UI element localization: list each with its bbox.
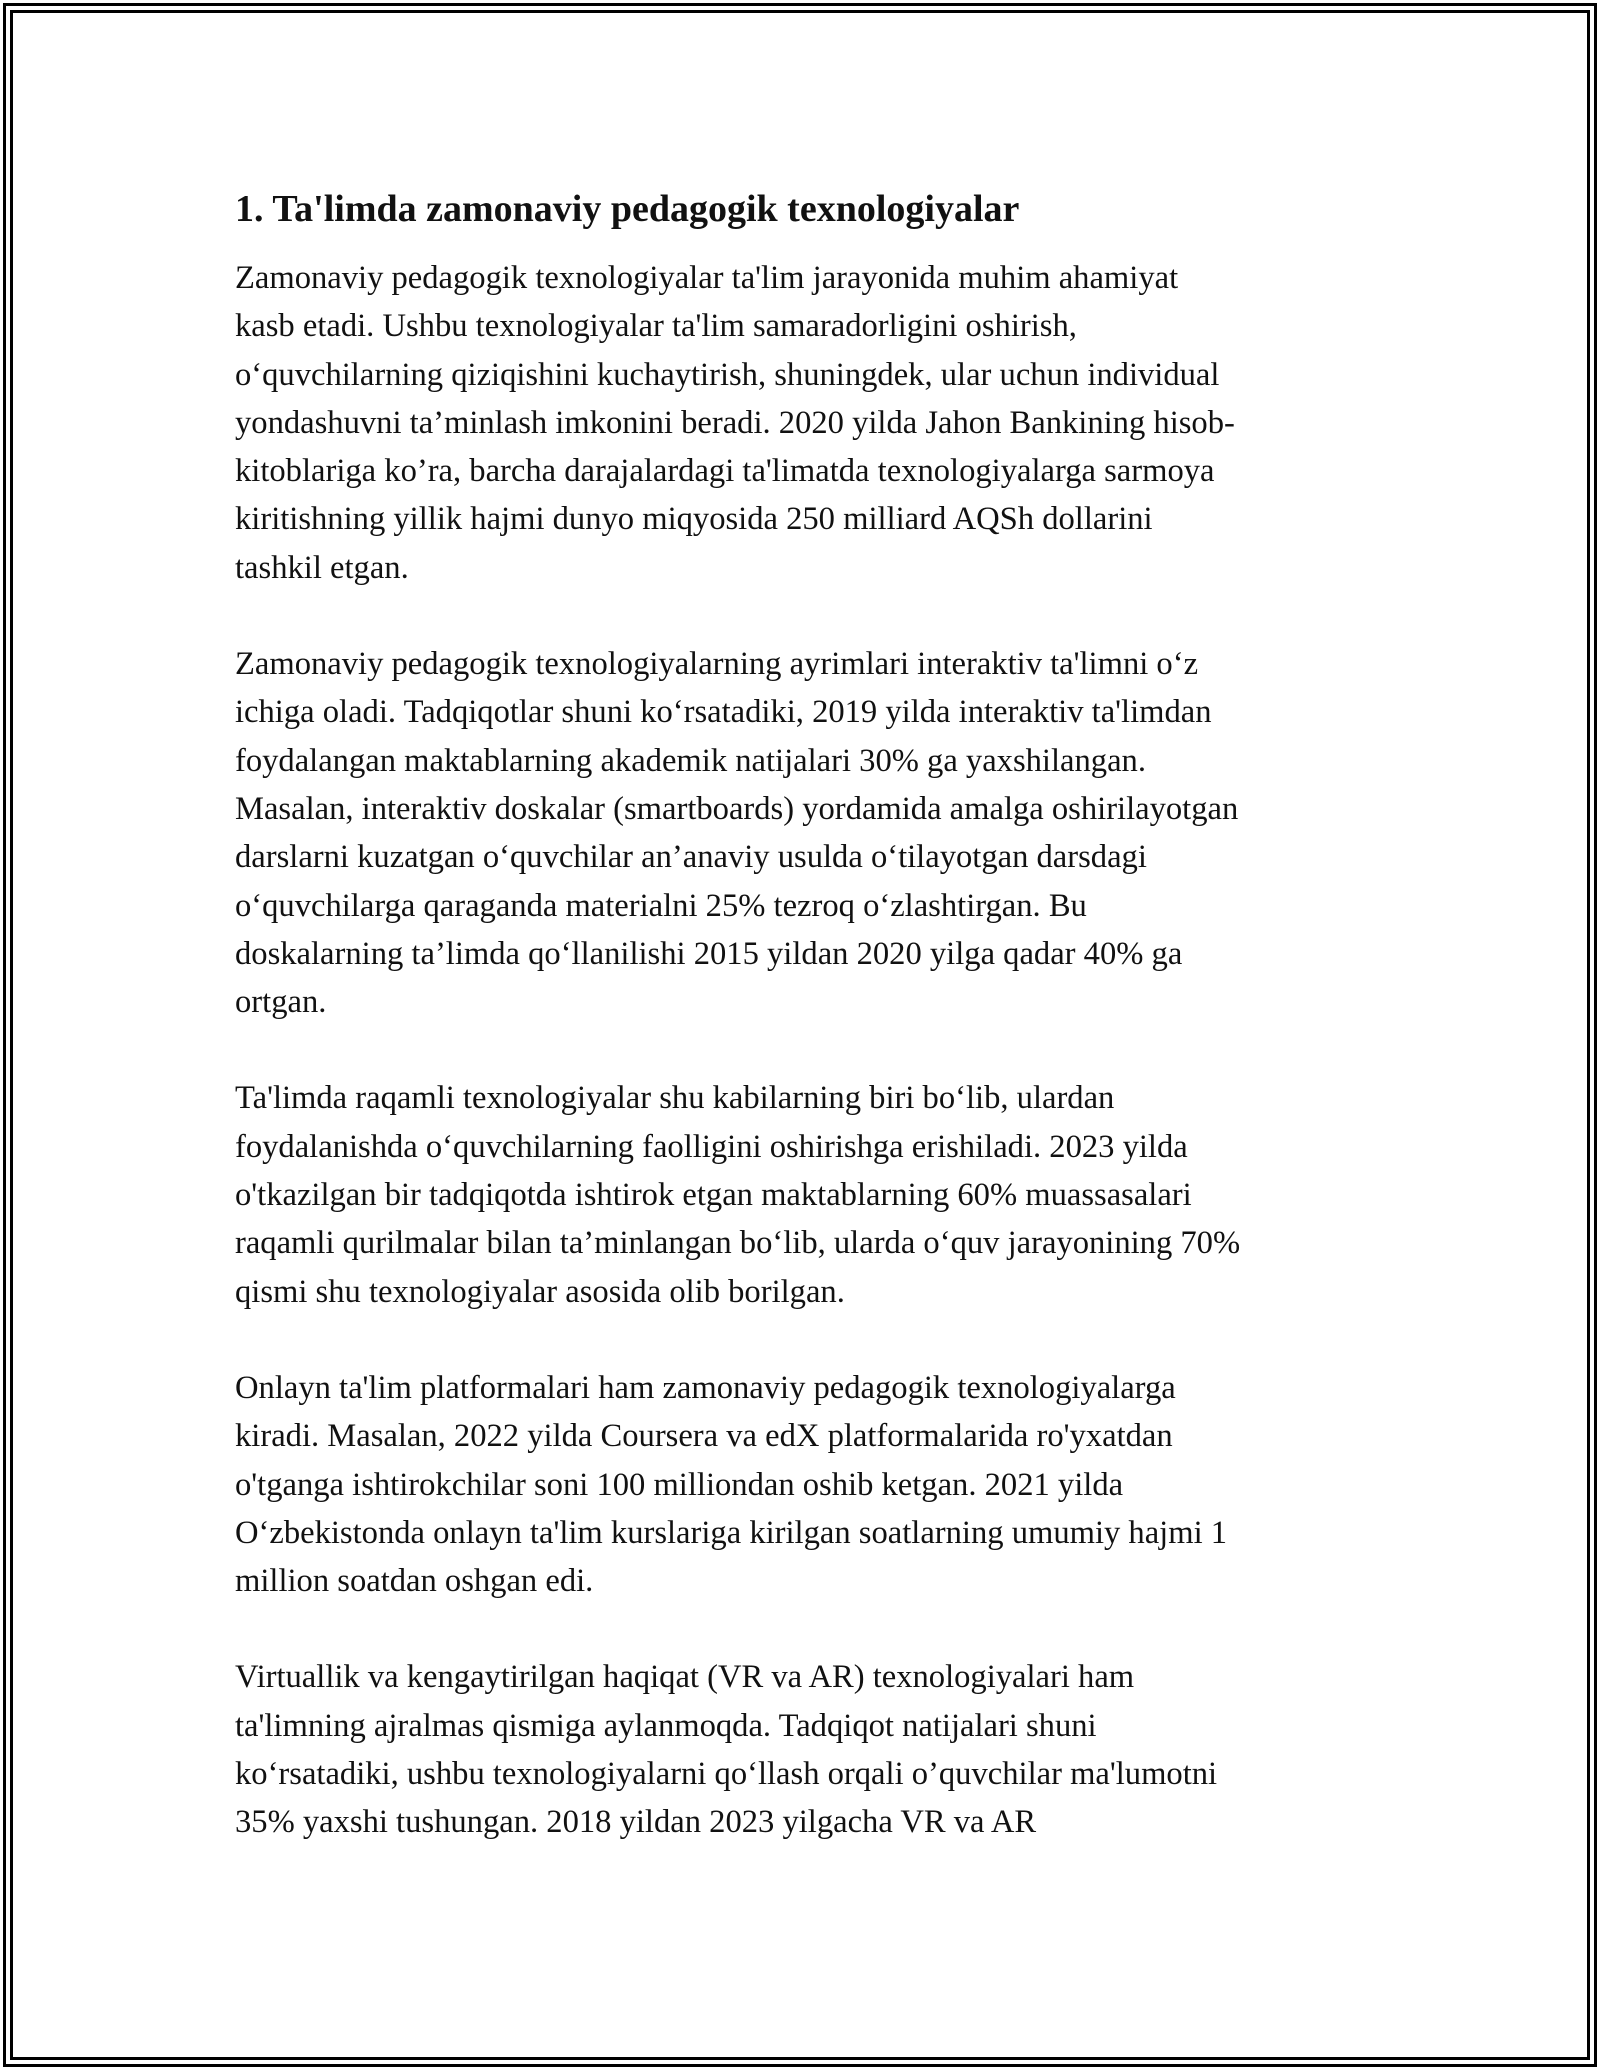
paragraph (235, 1653, 1375, 1846)
paragraph-line: Ta'limda raqamli texnologiyalar shu kabilarning biri bo‘lib, ulardan (235, 1080, 1115, 1117)
paragraph-line: ta'limning ajralmas qismiga aylanmoqda. Tadqiqot natijalari shuni (235, 1707, 1097, 1744)
paragraph (235, 640, 1375, 1026)
paragraph-line: 35% yaxshi tushungan. 2018 yildan 2023 yilgacha VR va AR (235, 1804, 1037, 1841)
paragraph-line: Onlayn ta'lim platformalari ham zamonaviy pedagogik texnologiyalarga (235, 1369, 1176, 1406)
paragraph-line: Zamonaviy pedagogik texnologiyalarning ayrimlari interaktiv ta'limni o‘z (235, 646, 1199, 683)
paragraph-line: yondashuvni ta’minlash imkonini beradi. 2020 yilda Jahon Bankining hisob- (235, 404, 1235, 441)
paragraph-line: o‘quvchilarga qaraganda materialni 25% tezroq o‘zlashtirgan. Bu (235, 887, 1087, 924)
paragraph-line: kitoblariga ko’ra, barcha darajalardagi ta'limatda texnologiyalarga sarmoya (235, 453, 1215, 490)
section-heading: 1. Ta'limda zamonaviy pedagogik texnologiyalar (235, 188, 1020, 230)
paragraph-line: o‘quvchilarning qiziqishini kuchaytirish, shuningdek, ular uchun individual (235, 356, 1220, 393)
paragraph (235, 1074, 1375, 1315)
paragraph-line: ichiga oladi. Tadqiqotlar shuni ko‘rsatadiki, 2019 yilda interaktiv ta'limdan (235, 694, 1212, 731)
paragraph-line: O‘zbekistonda onlayn ta'lim kurslariga kirilgan soatlarning umumiy hajmi 1 (235, 1514, 1228, 1551)
paragraph-line: tashkil etgan. (235, 549, 409, 586)
paragraph-list (235, 254, 1375, 1847)
paragraph-line: o'tganga ishtirokchilar soni 100 milliondan oshib ketgan. 2021 yilda (235, 1466, 1124, 1503)
paragraph-line: o'tkazilgan bir tadqiqotda ishtirok etgan maktablarning 60% muassasalari (235, 1177, 1192, 1214)
paragraph-line: qismi shu texnologiyalar asosida olib borilgan. (235, 1273, 845, 1310)
paragraph-line: foydalangan maktablarning akademik natijalari 30% ga yaxshilangan. (235, 742, 1146, 779)
paragraph-line: ortgan. (235, 984, 327, 1021)
paragraph-line: Zamonaviy pedagogik texnologiyalar ta'lim jarayonida muhim ahamiyat (235, 260, 1179, 296)
document-body (235, 186, 1375, 1895)
paragraph-line: million soatdan oshgan edi. (235, 1563, 594, 1600)
paragraph-line: foydalanishda o‘quvchilarning faolligini oshirishga erishiladi. 2023 yilda (235, 1128, 1188, 1165)
paragraph-line: darslarni kuzatgan o‘quvchilar an’anaviy usulda o‘tilayotgan darsdagi (235, 839, 1147, 876)
paragraph-line: kiritishning yillik hajmi dunyo miqyosida 250 milliard AQSh dollarini (235, 501, 1153, 538)
paragraph (235, 254, 1375, 592)
paragraph-line: Masalan, interaktiv doskalar (smartboards) yordamida amalga oshirilayotgan (235, 790, 1239, 827)
paragraph-line: kasb etadi. Ushbu texnologiyalar ta'lim samaradorligini oshirish, (235, 308, 1077, 345)
paragraph-line: doskalarning ta’limda qo‘llanilishi 2015 yildan 2020 yilga qadar 40% ga (235, 935, 1183, 972)
paragraph-line: Virtuallik va kengaytirilgan haqiqat (VR va AR) texnologiyalari ham (235, 1659, 1135, 1696)
paragraph-line: ko‘rsatadiki, ushbu texnologiyalarni qo‘llash orqali o’quvchilar ma'lumotni (235, 1756, 1218, 1793)
paragraph-line: kiradi. Masalan, 2022 yilda Coursera va edX platformalarida ro'yxatdan (235, 1418, 1173, 1455)
paragraph-line: raqamli qurilmalar bilan ta’minlangan bo‘lib, ularda o‘quv jarayonining 70% (235, 1225, 1241, 1262)
paragraph (235, 1364, 1375, 1605)
